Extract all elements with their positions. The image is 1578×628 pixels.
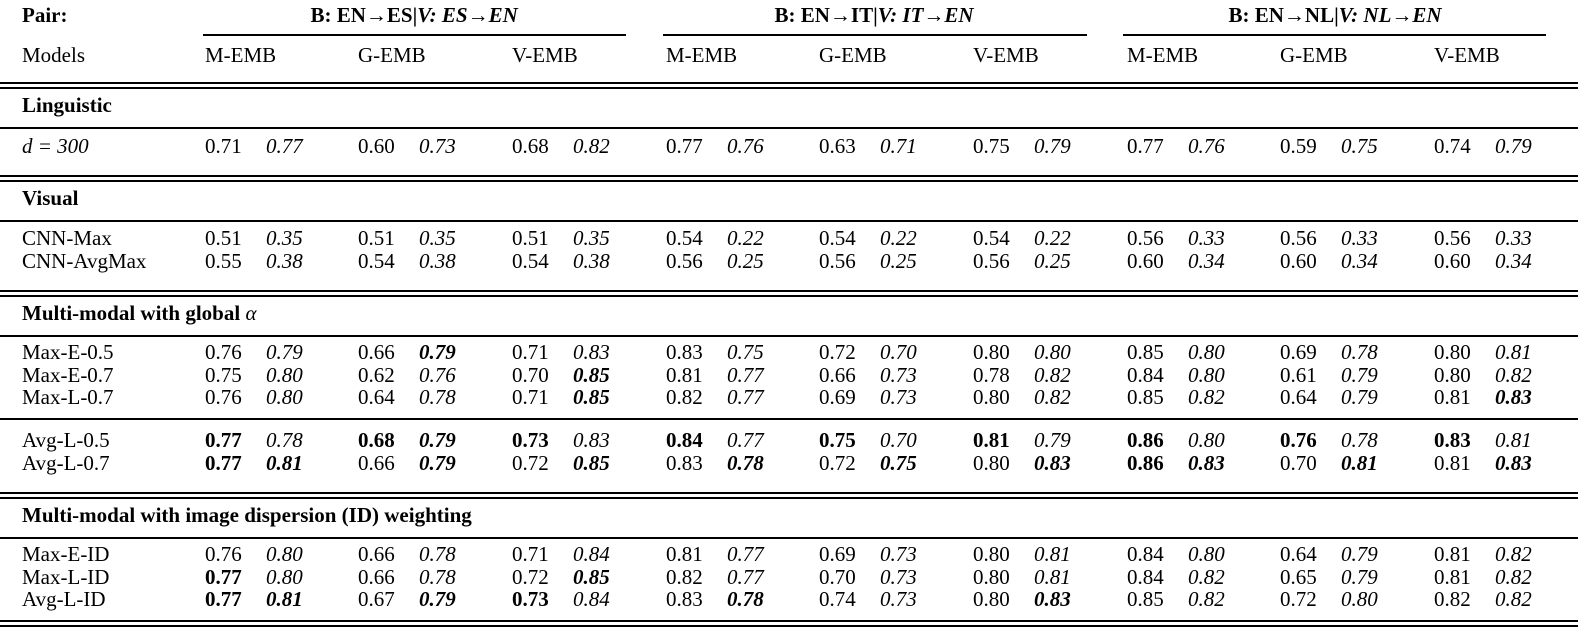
score-vli: 0.78 — [266, 428, 303, 452]
score-vli: 0.84 — [573, 542, 610, 566]
score-vli: 0.78 — [419, 564, 456, 589]
subcol-header: G-EMB — [358, 43, 426, 67]
score-bli: 0.84 — [1127, 362, 1164, 387]
score-vli: 0.79 — [419, 428, 456, 452]
score-vli: 0.80 — [1188, 340, 1225, 364]
score-vli: 0.73 — [880, 542, 917, 566]
section-title-text: Linguistic — [22, 93, 112, 117]
score-bli: 0.85 — [1127, 340, 1164, 364]
section-title-rule — [0, 335, 1578, 337]
language-pair-header — [1229, 5, 1442, 26]
score-vli: 0.78 — [1341, 340, 1378, 364]
pair-prefix: B: EN→IT| — [774, 3, 878, 27]
score-bli: 0.78 — [973, 362, 1010, 387]
score-bli: 0.56 — [819, 248, 856, 273]
score-vli: 0.75 — [880, 450, 917, 475]
score-vli: 0.82 — [573, 134, 610, 158]
score-vli: 0.38 — [419, 248, 456, 273]
score-bli: 0.51 — [358, 226, 395, 250]
score-vli: 0.73 — [880, 587, 917, 611]
subcol-header: M-EMB — [1127, 43, 1199, 67]
score-vli: 0.77 — [727, 362, 764, 387]
score-vli: 0.35 — [573, 226, 610, 250]
score-bli: 0.68 — [512, 134, 549, 158]
score-bli: 0.56 — [666, 248, 703, 273]
score-bli: 0.68 — [358, 428, 395, 452]
score-vli: 0.73 — [880, 385, 917, 409]
score-bli: 0.64 — [358, 385, 395, 409]
score-bli: 0.77 — [1127, 134, 1164, 158]
score-bli: 0.77 — [666, 134, 703, 158]
score-bli: 0.62 — [358, 362, 395, 387]
score-bli: 0.72 — [512, 564, 549, 589]
score-vli: 0.83 — [1034, 450, 1071, 475]
score-vli: 0.76 — [419, 362, 456, 387]
score-vli: 0.81 — [1034, 542, 1071, 566]
score-vli: 0.85 — [573, 385, 610, 409]
score-bli: 0.81 — [1434, 564, 1471, 589]
section-title-rule — [0, 220, 1578, 222]
score-bli: 0.72 — [819, 340, 856, 364]
score-bli: 0.60 — [1127, 248, 1164, 273]
score-vli: 0.79 — [1495, 134, 1532, 158]
row-label: d = 300 — [22, 134, 89, 158]
score-bli: 0.54 — [819, 226, 856, 250]
score-bli: 0.69 — [819, 542, 856, 566]
score-bli: 0.63 — [819, 134, 856, 158]
score-vli: 0.81 — [1034, 564, 1071, 589]
score-bli: 0.80 — [973, 587, 1010, 611]
score-vli: 0.33 — [1495, 226, 1532, 250]
score-vli: 0.83 — [573, 340, 610, 364]
score-vli: 0.79 — [419, 340, 456, 364]
score-bli: 0.75 — [973, 134, 1010, 158]
score-vli: 0.79 — [266, 340, 303, 364]
row-label: Avg-L-0.5 — [22, 428, 110, 452]
score-bli: 0.67 — [358, 587, 395, 611]
row-label: Max-E-0.7 — [22, 362, 114, 387]
score-bli: 0.85 — [1127, 385, 1164, 409]
subcol-header: V-EMB — [1434, 43, 1500, 67]
score-vli: 0.77 — [266, 134, 303, 158]
pair-prefix: B: EN→NL| — [1228, 3, 1339, 27]
score-vli: 0.85 — [573, 564, 610, 589]
score-bli: 0.70 — [819, 564, 856, 589]
score-bli: 0.71 — [512, 340, 549, 364]
score-bli: 0.76 — [1280, 428, 1317, 452]
score-vli: 0.71 — [880, 134, 917, 158]
score-bli: 0.80 — [973, 450, 1010, 475]
score-vli: 0.79 — [1341, 564, 1378, 589]
score-bli: 0.86 — [1127, 428, 1164, 452]
score-vli: 0.38 — [573, 248, 610, 273]
score-vli: 0.80 — [266, 385, 303, 409]
section-title-rule — [0, 537, 1578, 539]
score-vli: 0.79 — [1034, 428, 1071, 452]
score-vli: 0.34 — [1188, 248, 1225, 273]
score-vli: 0.70 — [880, 340, 917, 364]
score-bli: 0.80 — [1434, 362, 1471, 387]
score-vli: 0.22 — [880, 226, 917, 250]
score-vli: 0.79 — [1341, 385, 1378, 409]
score-vli: 0.78 — [419, 542, 456, 566]
section-top-rule — [0, 290, 1578, 292]
score-vli: 0.81 — [1495, 340, 1532, 364]
score-vli: 0.83 — [1034, 587, 1071, 611]
score-vli: 0.79 — [1034, 134, 1071, 158]
score-bli: 0.76 — [205, 542, 242, 566]
score-bli: 0.81 — [1434, 450, 1471, 475]
section-title-text: Multi-modal with image dispersion (ID) weighting — [22, 503, 472, 527]
score-vli: 0.81 — [1495, 428, 1532, 452]
score-bli: 0.66 — [358, 542, 395, 566]
score-bli: 0.71 — [512, 385, 549, 409]
score-vli: 0.81 — [266, 450, 303, 475]
subcol-header: M-EMB — [666, 43, 738, 67]
score-bli: 0.60 — [358, 134, 395, 158]
score-bli: 0.71 — [512, 542, 549, 566]
score-bli: 0.77 — [205, 564, 242, 589]
score-bli: 0.73 — [512, 428, 549, 452]
score-vli: 0.83 — [573, 428, 610, 452]
score-vli: 0.78 — [727, 450, 764, 475]
score-bli: 0.77 — [205, 450, 242, 475]
score-vli: 0.78 — [727, 587, 764, 611]
score-bli: 0.56 — [973, 248, 1010, 273]
score-bli: 0.64 — [1280, 385, 1317, 409]
score-bli: 0.61 — [1280, 362, 1317, 387]
score-vli: 0.33 — [1188, 226, 1225, 250]
score-bli: 0.51 — [205, 226, 242, 250]
score-vli: 0.82 — [1034, 362, 1071, 387]
section-title — [22, 505, 472, 526]
score-bli: 0.75 — [819, 428, 856, 452]
score-vli: 0.83 — [1188, 450, 1225, 475]
score-bli: 0.60 — [1280, 248, 1317, 273]
score-vli: 0.80 — [1188, 362, 1225, 387]
score-vli: 0.80 — [266, 542, 303, 566]
pair-prefix: B: EN→ES| — [310, 3, 418, 27]
score-bli: 0.82 — [1434, 587, 1471, 611]
group-underline — [663, 34, 1087, 36]
score-bli: 0.54 — [973, 226, 1010, 250]
score-bli: 0.54 — [358, 248, 395, 273]
score-vli: 0.82 — [1034, 385, 1071, 409]
group-underline — [1123, 34, 1546, 36]
section-title-text: Multi-modal with global — [22, 301, 246, 325]
score-bli: 0.80 — [973, 340, 1010, 364]
score-bli: 0.75 — [205, 362, 242, 387]
score-vli: 0.77 — [727, 564, 764, 589]
section-top-rule — [0, 180, 1578, 182]
score-vli: 0.22 — [1034, 226, 1071, 250]
score-bli: 0.82 — [666, 564, 703, 589]
score-bli: 0.69 — [1280, 340, 1317, 364]
score-vli: 0.79 — [1341, 542, 1378, 566]
score-vli: 0.79 — [1341, 362, 1378, 387]
score-vli: 0.34 — [1341, 248, 1378, 273]
score-bli: 0.72 — [1280, 587, 1317, 611]
row-label: CNN-AvgMax — [22, 248, 147, 273]
table-bottom-rule — [0, 625, 1578, 627]
score-bli: 0.73 — [512, 587, 549, 611]
pair-suffix: V: NL→EN — [1338, 3, 1442, 27]
score-vli: 0.82 — [1495, 362, 1532, 387]
score-bli: 0.72 — [512, 450, 549, 475]
score-bli: 0.56 — [1434, 226, 1471, 250]
score-vli: 0.34 — [1495, 248, 1532, 273]
score-bli: 0.80 — [973, 385, 1010, 409]
row-label: Avg-L-ID — [22, 587, 106, 611]
score-bli: 0.70 — [1280, 450, 1317, 475]
row-label: Avg-L-0.7 — [22, 450, 110, 475]
row-label: Max-E-ID — [22, 542, 110, 566]
score-vli: 0.25 — [727, 248, 764, 273]
pair-suffix: V: ES→EN — [417, 3, 518, 27]
score-bli: 0.55 — [205, 248, 242, 273]
score-bli: 0.81 — [973, 428, 1010, 452]
score-vli: 0.83 — [1495, 385, 1532, 409]
score-vli: 0.85 — [573, 362, 610, 387]
pair-suffix: V: IT→EN — [877, 3, 974, 27]
score-vli: 0.77 — [727, 385, 764, 409]
score-bli: 0.51 — [512, 226, 549, 250]
score-vli: 0.33 — [1341, 226, 1378, 250]
subcol-header: V-EMB — [973, 43, 1039, 67]
section-top-rule — [0, 87, 1578, 89]
models-label: Models — [22, 43, 85, 67]
score-vli: 0.84 — [573, 587, 610, 611]
score-vli: 0.82 — [1495, 587, 1532, 611]
score-bli: 0.66 — [358, 340, 395, 364]
score-vli: 0.78 — [419, 385, 456, 409]
score-bli: 0.84 — [1127, 542, 1164, 566]
score-bli: 0.77 — [205, 587, 242, 611]
score-vli: 0.81 — [1341, 450, 1378, 475]
score-bli: 0.80 — [973, 564, 1010, 589]
section-top-rule — [0, 82, 1578, 84]
language-pair-header — [311, 5, 518, 26]
section-title — [22, 188, 78, 209]
score-bli: 0.83 — [1434, 428, 1471, 452]
score-vli: 0.35 — [266, 226, 303, 250]
score-bli: 0.84 — [1127, 564, 1164, 589]
score-vli: 0.73 — [419, 134, 456, 158]
pair-label: Pair: — [22, 3, 68, 27]
score-vli: 0.77 — [727, 428, 764, 452]
score-vli: 0.25 — [1034, 248, 1071, 273]
score-vli: 0.80 — [1034, 340, 1071, 364]
score-bli: 0.72 — [819, 450, 856, 475]
group-rule — [0, 418, 1578, 420]
row-label: CNN-Max — [22, 226, 112, 250]
score-vli: 0.78 — [1341, 428, 1378, 452]
score-bli: 0.81 — [1434, 385, 1471, 409]
score-vli: 0.82 — [1188, 385, 1225, 409]
score-bli: 0.54 — [512, 248, 549, 273]
row-label: Max-L-ID — [22, 564, 110, 589]
score-vli: 0.77 — [727, 542, 764, 566]
score-vli: 0.73 — [880, 362, 917, 387]
score-vli: 0.82 — [1495, 542, 1532, 566]
score-vli: 0.70 — [880, 428, 917, 452]
section-top-rule — [0, 497, 1578, 499]
section-top-rule — [0, 492, 1578, 494]
section-top-rule — [0, 175, 1578, 177]
score-vli: 0.73 — [880, 564, 917, 589]
subcol-header: G-EMB — [819, 43, 887, 67]
score-bli: 0.83 — [666, 450, 703, 475]
score-bli: 0.81 — [1434, 542, 1471, 566]
group-underline — [203, 34, 626, 36]
subcol-header: V-EMB — [512, 43, 578, 67]
score-vli: 0.35 — [419, 226, 456, 250]
score-bli: 0.64 — [1280, 542, 1317, 566]
score-vli: 0.80 — [266, 564, 303, 589]
section-title — [22, 303, 256, 324]
score-bli: 0.56 — [1127, 226, 1164, 250]
score-bli: 0.76 — [205, 385, 242, 409]
score-vli: 0.79 — [419, 450, 456, 475]
score-vli: 0.80 — [1341, 587, 1378, 611]
score-bli: 0.69 — [819, 385, 856, 409]
score-vli: 0.82 — [1188, 587, 1225, 611]
score-bli: 0.74 — [1434, 134, 1471, 158]
score-bli: 0.71 — [205, 134, 242, 158]
subcol-header: M-EMB — [205, 43, 277, 67]
score-bli: 0.83 — [666, 587, 703, 611]
score-bli: 0.70 — [512, 362, 549, 387]
section-title-text: Visual — [22, 186, 79, 210]
score-bli: 0.74 — [819, 587, 856, 611]
score-vli: 0.76 — [727, 134, 764, 158]
alpha-symbol: α — [245, 301, 257, 325]
score-vli: 0.82 — [1495, 564, 1532, 589]
score-vli: 0.80 — [1188, 428, 1225, 452]
score-bli: 0.66 — [819, 362, 856, 387]
score-vli: 0.80 — [266, 362, 303, 387]
score-vli: 0.79 — [419, 587, 456, 611]
table-bottom-rule — [0, 620, 1578, 622]
score-vli: 0.85 — [573, 450, 610, 475]
score-vli: 0.22 — [727, 226, 764, 250]
score-vli: 0.81 — [266, 587, 303, 611]
score-bli: 0.65 — [1280, 564, 1317, 589]
language-pair-header — [775, 5, 974, 26]
row-label: Max-L-0.7 — [22, 385, 114, 409]
score-bli: 0.83 — [666, 340, 703, 364]
score-bli: 0.66 — [358, 564, 395, 589]
score-bli: 0.84 — [666, 428, 703, 452]
score-vli: 0.83 — [1495, 450, 1532, 475]
score-bli: 0.60 — [1434, 248, 1471, 273]
subcol-header: G-EMB — [1280, 43, 1348, 67]
score-bli: 0.56 — [1280, 226, 1317, 250]
score-bli: 0.54 — [666, 226, 703, 250]
score-vli: 0.76 — [1188, 134, 1225, 158]
score-bli: 0.77 — [205, 428, 242, 452]
section-top-rule — [0, 295, 1578, 297]
score-vli: 0.38 — [266, 248, 303, 273]
score-bli: 0.86 — [1127, 450, 1164, 475]
score-bli: 0.82 — [666, 385, 703, 409]
score-bli: 0.80 — [973, 542, 1010, 566]
score-vli: 0.80 — [1188, 542, 1225, 566]
score-bli: 0.81 — [666, 542, 703, 566]
score-bli: 0.76 — [205, 340, 242, 364]
score-vli: 0.75 — [727, 340, 764, 364]
score-bli: 0.59 — [1280, 134, 1317, 158]
section-title — [22, 95, 112, 116]
score-vli: 0.75 — [1341, 134, 1378, 158]
score-vli: 0.82 — [1188, 564, 1225, 589]
score-bli: 0.85 — [1127, 587, 1164, 611]
score-bli: 0.66 — [358, 450, 395, 475]
row-label: Max-E-0.5 — [22, 340, 114, 364]
section-title-rule — [0, 127, 1578, 129]
score-bli: 0.80 — [1434, 340, 1471, 364]
score-bli: 0.81 — [666, 362, 703, 387]
score-vli: 0.25 — [880, 248, 917, 273]
